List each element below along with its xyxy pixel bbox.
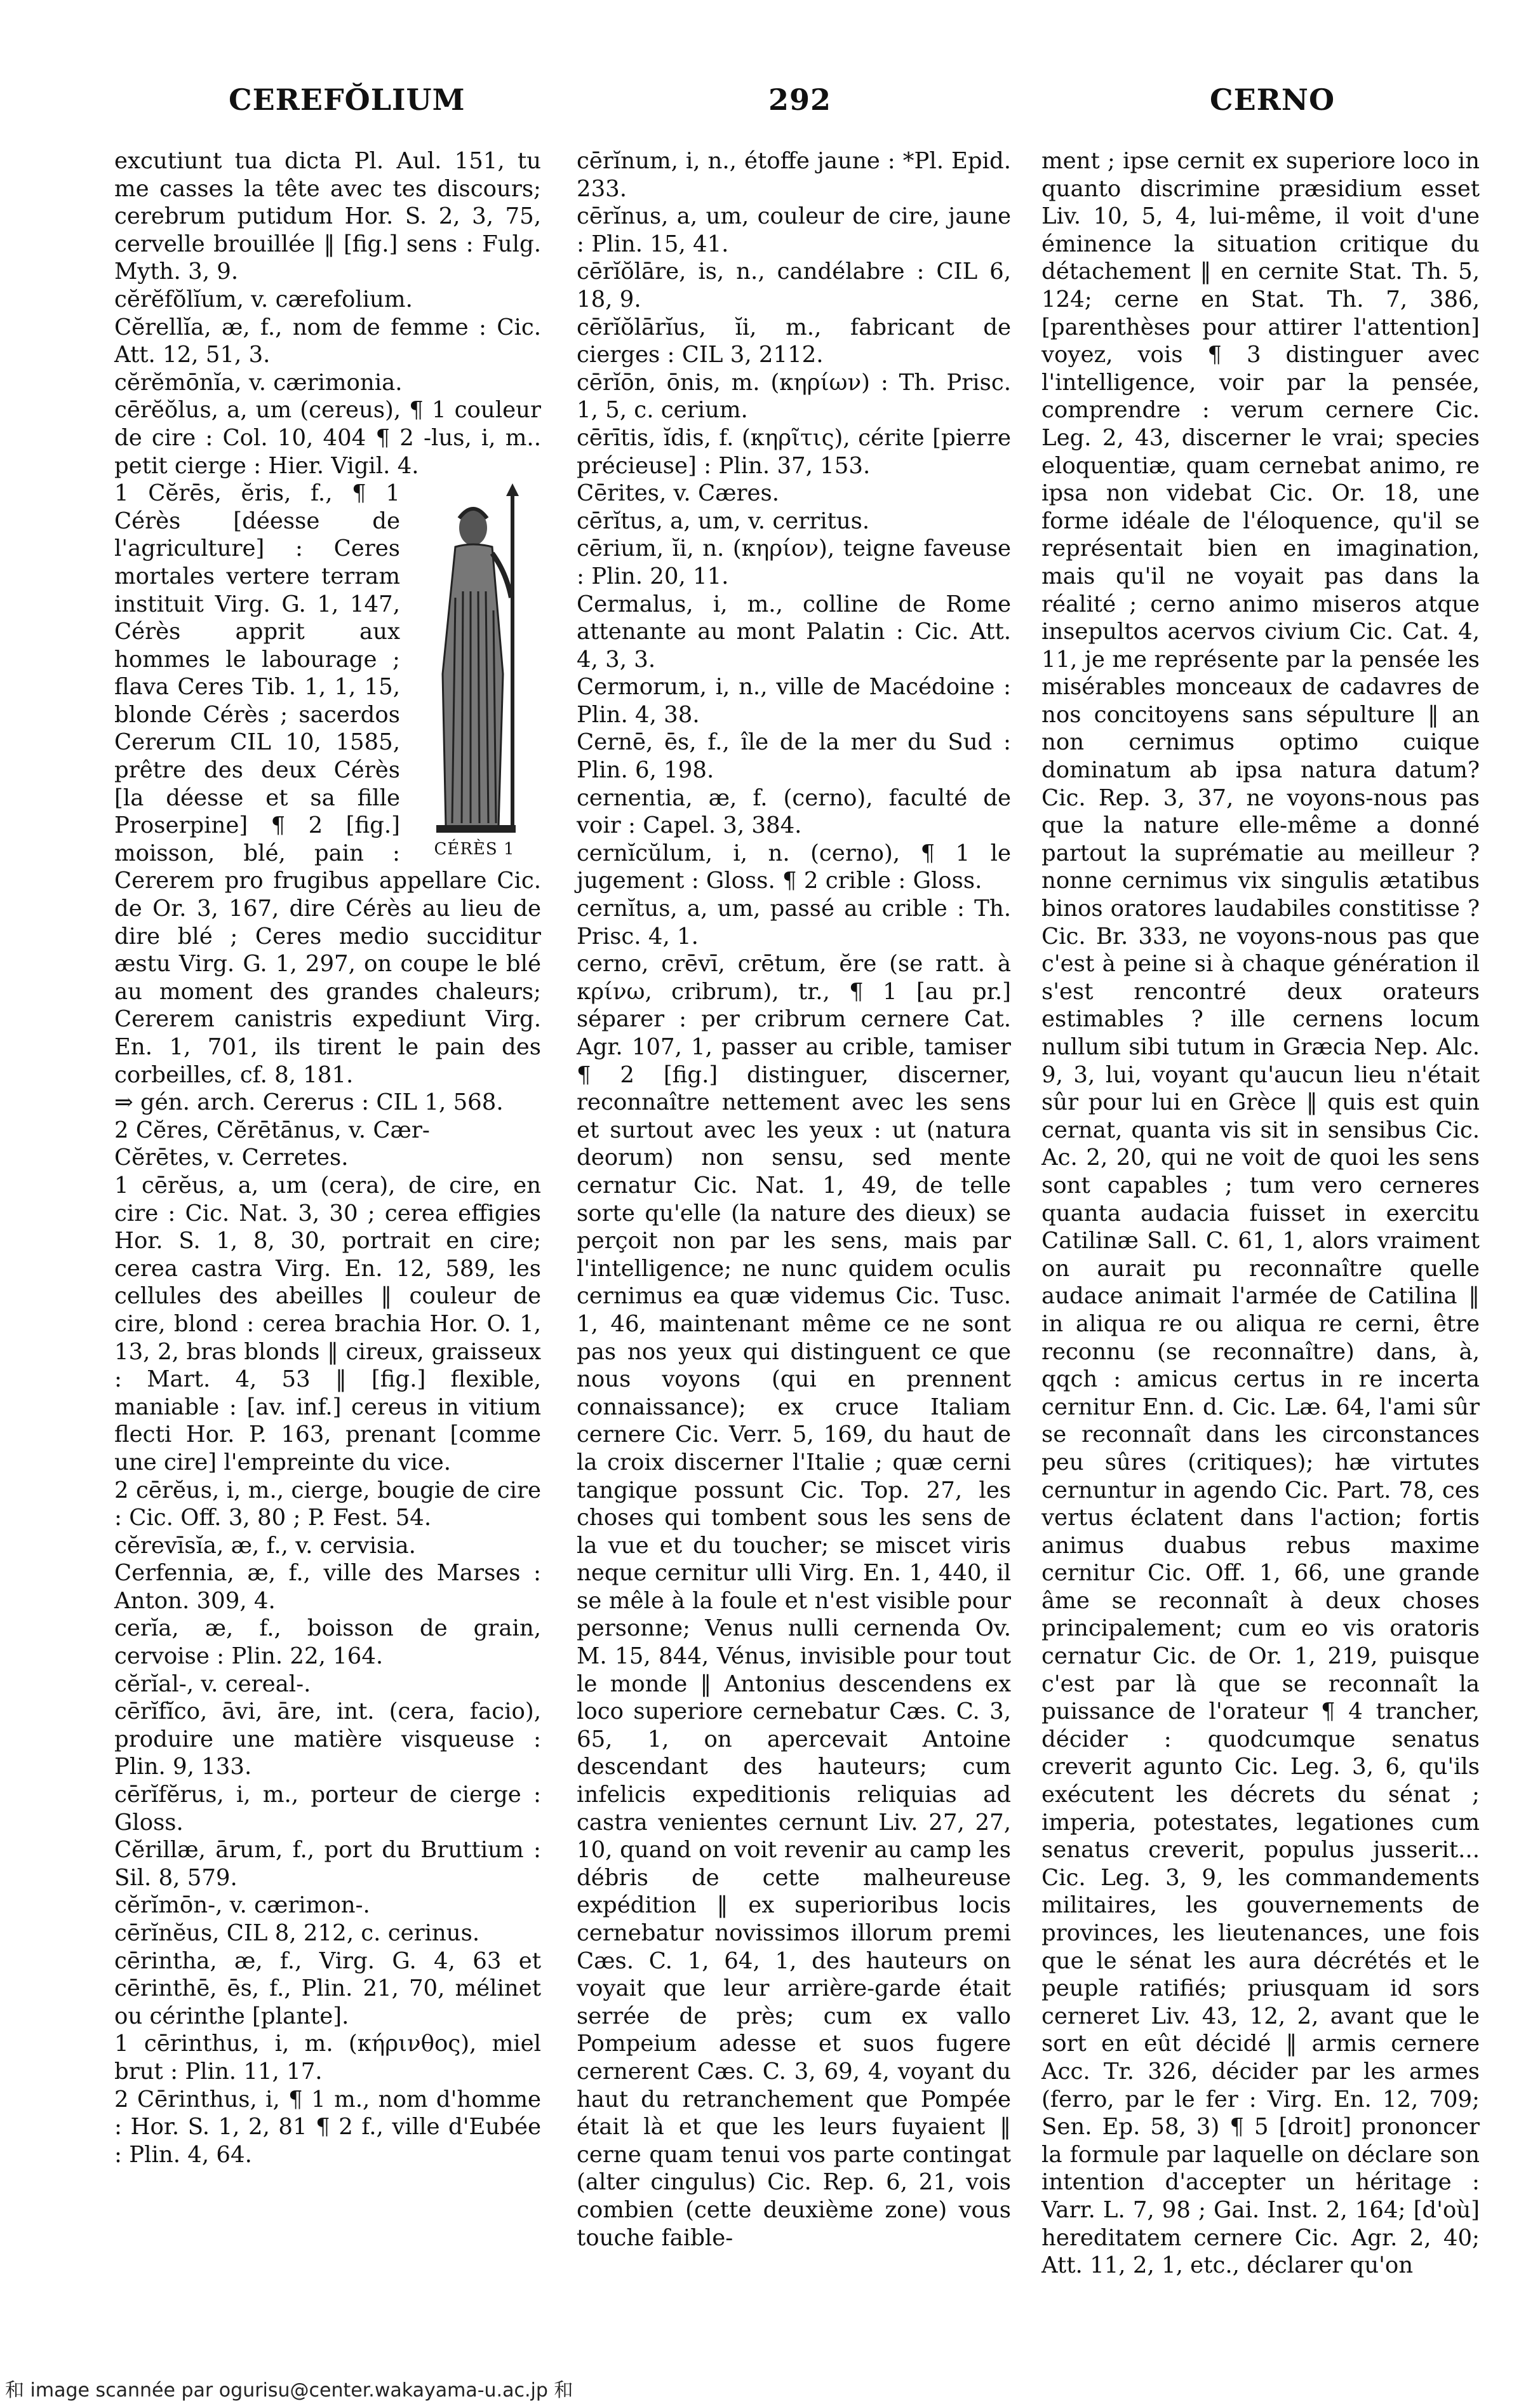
entry: Cermalus, i, m., colline de Rome attenante au mont Palatin : Cic. Att. 4, 3, 3. [577, 591, 1011, 673]
column-3 [1041, 147, 1480, 2280]
entry: cērĭnĕus, CIL 8, 212, c. cerinus. [114, 1920, 480, 1946]
column-1 [114, 147, 541, 2168]
entry: 2 Cērinthus, i, ¶ 1 m., nom d'homme : Hor. S. 1, 2, 81 ¶ 2 f., ville d'Eubée : Plin. 4, 64. [114, 2086, 541, 2168]
image-caption: CÉRÈS 1 [434, 840, 515, 859]
entry: cērĭfĭco, āvi, āre, int. (cera, facio), produire une matière visqueuse : Plin. 9, 133. [114, 1698, 541, 1780]
header-right-word: CERNO [1210, 83, 1336, 117]
ceres-figure-icon [417, 483, 532, 836]
page-number: 292 [768, 83, 832, 117]
entry: cĕrĕmōnĭa, v. cærimonia. [114, 369, 403, 396]
entry: 2 Cĕres, Cĕrētānus, v. Cær- [114, 1117, 430, 1143]
column-2 [577, 147, 1011, 2252]
entry: Cĕrellĭa, æ, f., nom de femme : Cic. Att. 12, 51, 3. [114, 314, 541, 368]
entry: Cĕrillæ, ārum, f., port du Bruttium : Sil. 8, 579. [114, 1837, 541, 1891]
entry: cērĭnus, a, um, couleur de cire, jaune : Plin. 15, 41. [577, 203, 1011, 257]
entry: cērītis, ĭdis, f. (κηρῖτις), cérite [pierre précieuse] : Plin. 37, 153. [577, 424, 1011, 479]
entry: cernĭcŭlum, i, n. (cerno), ¶ 1 le jugement : Gloss. ¶ 2 crible : Gloss. [577, 840, 1011, 894]
entry: 2 cērĕus, i, m., cierge, bougie de cire : Cic. Off. 3, 80 ; P. Fest. 54. [114, 1477, 541, 1531]
entry: cerno, crēvī, crētum, ĕre (se ratt. à κρίνω, cribrum), tr., ¶ 1 [au pr.] séparer : per cribrum cernere Cat. Agr. 107, 1, passer au crible, tamiser ¶ 2 [fig.] distinguer, discerner, reconnaître nettement avec les sens et surtout avec les yeux : ut (natura deorum) non sensu, sed mente cernatur Cic. Nat. 1, 49, de telle sorte qu'elle (la nature des dieux) se perçoit non par les sens, mais par l'intelligence; ne nunc quidem oculis cernimus ea quæ videmus Cic. Tusc. 1, 46, maintenant même ce ne sont pas nos yeux qui distinguent ce que nous voyons (qui en prennent connaissance); ex cruce Italiam cernere Cic. Verr. 5, 169, du haut de la croix discerner l'Italie ; quæ cerni tangique possunt Cic. Top. 27, les choses qui tombent sous les sens de la vue et du toucher; se miscet viris neque cernitur ulli Virg. En. 1, 440, il se mêle à la foule et n'est visible pour personne; Venus nulli cernenda Ov. M. 15, 844, Vénus, invisible pour tout le monde ‖ Antonius descendens ex loco superiore cernebatur Cæs. C. 3, 65, 1, on apercevait Antoine descendant des hauteurs; cum infelicis expeditionis reliquias ad castra venientes cernunt Liv. 27, 27, 10, quand on voit revenir au camp les débris de cette malheureuse expédition ‖ ex superioribus locis cernebatur novissimos illorum premi Cæs. C. 1, 64, 1, des hauteurs on voyait que leur arrière-garde était serrée de près; cum ex vallo Pompeium adesse et suos fugere cernerent Cæs. C. 3, 69, 4, voyant du haut du retranchement que Pompée était là et que les leurs fuyaient ‖ cerne quam tenui vos parte contingat (alter cingulus) Cic. Rep. 6, 21, vois combien (cette deuxième zone) vous touche faible- [577, 951, 1011, 2251]
entry: cērintha, æ, f., Virg. G. 4, 63 et cērinthē, ēs, f., Plin. 21, 70, mélinet ou cérinthe [plante]. [114, 1947, 541, 2029]
entry: cĕrĭmōn-, v. cærimon-. [114, 1892, 370, 1919]
entry: 1 Cĕrēs, ĕris, f., ¶ 1 Cérès [déesse de l'agriculture] : Ceres mortales vertere terram instituit Virg. G. 1, 147, Cérès apprit aux hommes le labourage ; flava Ceres Tib. 1, 1, 15, blonde Cérès ; sacerdos Cererum CIL 10, 1585, prêtre des deux Cérès [la déesse et sa fille Proserpine] ¶ 2 [fig.] moisson, blé, pain : Cererem pro frugibus appellare Cic. de Or. 3, 167, dire Cérès au lieu de dire blé ; Ceres medio succiditur æstu Virg. G. 1, 297, on coupe le blé au moment des grandes chaleurs; Cererem canistris expediunt Virg. En. 1, 701, ils tirent le pain des corbeilles, cf. 8, 181. [114, 480, 541, 1088]
entry: cērĭŏlārĭus, ĭi, m., fabricant de cierges : CIL 3, 2112. [577, 314, 1011, 368]
entry: cērĭnum, i, n., étoffe jaune : *Pl. Epid. 233. [577, 148, 1011, 202]
entry: cērĭōn, ōnis, m. (κηρίων) : Th. Prisc. 1, 5, c. cerium. [577, 369, 1011, 424]
entry: cernentia, æ, f. (cerno), faculté de voir : Capel. 3, 384. [577, 784, 1011, 839]
entry: Cērites, v. Cæres. [577, 480, 779, 507]
entry: cernĭtus, a, um, passé au crible : Th. Prisc. 4, 1. [577, 896, 1011, 950]
page-header [0, 83, 1540, 127]
ceres-illustration [408, 483, 541, 864]
entry: Cernē, ēs, f., île de la mer du Sud : Plin. 6, 198. [577, 729, 1011, 784]
entry: cĕrĕfŏlĭum, v. cærefolium. [114, 286, 413, 313]
entry: ⇒ gén. arch. Cererus : CIL 1, 568. [114, 1089, 504, 1116]
entry: ment ; ipse cernit ex superiore loco in quanto discrimine præsidium esset Liv. 10, 5, 4, lui-même, il voit d'une éminence la situation critique du détachement ‖ en cernite Stat. Th. 5, 124; cerne en Stat. Th. 7, 386, [parenthèses pour attirer l'attention] voyez, vois ¶ 3 distinguer avec l'intelligence, voir par la pensée, comprendre : verum cernere Cic. Leg. 2, 43, discerner le vrai; species eloquentiæ, quam cernebat animo, re ipsa non videbat Cic. Or. 18, une forme idéale de l'éloquence, qu'il se représentait bien en imagination, mais qu'il ne voyait pas dans la réalité ; cerno animo miseros atque insepultos acervos civium Cic. Cat. 4, 11, je me représente par la pensée les misérables monceaux de cadavres de nos concitoyens sans sépulture ‖ an non cernimus optimo cuique dominatum ab ipsa natura datum? Cic. Rep. 3, 37, ne voyons-nous pas que la nature elle-même a donné partout la suprématie au meilleur ? nonne cernimus vix singulis ætatibus binos oratores laudabiles constitisse ? Cic. Br. 333, ne voyons-nous pas que c'est à peine si à chaque génération il s'est rencontré deux orateurs estimables ? ille cernens locum nullum sibi tutum in Græcia Nep. Alc. 9, 3, lui, voyant qu'aucun lieu n'était sûr pour lui en Grèce ‖ quis est quin cernat, quanta vis sit in sensibus Cic. Ac. 2, 20, qui ne voit de quoi les sens sont capables ; tum vero cerneres quanta audacia fuisset in exercitu Catilinæ Sall. C. 61, 1, alors vraiment on aurait pu reconnaître quelle audace animait l'armée de Catilina ‖ in aliqua re ou aliqua re cerni, être reconnu (se reconnaître) dans, à, qqch : amicus certus in re incerta cernitur Enn. d. Cic. Læ. 64, l'ami sûr se reconnaît dans les circonstances peu sûres (critiques); hæ virtutes cernuntur in agendo Cic. Part. 78, ces vertus éclatent dans l'action; fortis animus duabus rebus maxime cernitur Cic. Off. 1, 66, une grande âme se reconnaît à deux choses principalement; cum eo vis oratoris cernatur Cic. de Or. 1, 219, puisque c'est par là que se reconnaît la puissance de l'orateur ¶ 4 trancher, décider : quodcumque senatus creverit agunto Cic. Leg. 3, 6, qu'ils exécutent les décrets du sénat ; imperia, potestates, legationes cum senatus creverit, populus jusserit... Cic. Leg. 3, 9, les commandements militaires, les gouvernements de provinces, les lieutenances, une fois que le sénat les aura décrétés et le peuple ratifiés; priusquam id sors cerneret Liv. 43, 12, 2, avant que le sort en eût décidé ‖ armis cernere Acc. Tr. 326, décider par les armes (ferro, par le fer : Virg. En. 12, 709; Sen. Ep. 58, 3) ¶ 5 [droit] prononcer la formule par laquelle on déclare son intention d'accepter un héritage : Varr. L. 7, 98 ; Gai. Inst. 2, 164; [d'où] hereditatem cernere Cic. Agr. 2, 40; Att. 11, 2, 1, etc., déclarer qu'on [1041, 148, 1480, 2279]
entry: Cerfennia, æ, f., ville des Marses : Anton. 309, 4. [114, 1560, 541, 1614]
entry: cĕrĭal-, v. cereal-. [114, 1670, 311, 1697]
entry: cerĭa, æ, f., boisson de grain, cervoise : Plin. 22, 164. [114, 1615, 541, 1670]
entry: cērium, ĭi, n. (κηρίον), teigne faveuse : Plin. 20, 11. [577, 535, 1011, 589]
entry: cērĭfĕrus, i, m., porteur de cierge : Gloss. [114, 1782, 541, 1836]
scan-credit: 和 image scannée par ogurisu@center.wakayama-u.ac.jp 和 [5, 2379, 573, 2402]
entry: Cĕrētes, v. Cerretes. [114, 1145, 349, 1171]
entry: 1 cērĕus, a, um (cera), de cire, en cire : Cic. Nat. 3, 30 ; cerea effigies Hor. S. 1, 8, 30, portrait en cire; cerea castra Virg. En. 12, 589, les cellules des abeilles ‖ couleur de cire, blond : cerea brachia Hor. O. 1, 13, 2, bras blonds ‖ cireux, graisseux : Mart. 4, 53 ‖ [fig.] flexible, maniable : [av. inf.] cereus in vitium flecti Hor. P. 163, prenant [comme une cire] l'empreinte du vice. [114, 1172, 541, 1475]
entry: excutiunt tua dicta Pl. Aul. 151, tu me casses la tête avec tes discours; cerebrum putidum Hor. S. 2, 3, 75, cervelle brouillée ‖ [fig.] sens : Fulg. Myth. 3, 9. [114, 148, 541, 285]
header-left-word: CEREFŎLIUM [229, 83, 465, 117]
entry: cĕrevīsĭa, æ, f., v. cervisia. [114, 1532, 416, 1559]
entry: cērĭŏlāre, is, n., candélabre : CIL 6, 18, 9. [577, 259, 1011, 313]
entry: Cermorum, i, n., ville de Macédoine : Plin. 4, 38. [577, 674, 1011, 728]
entry: 1 cērinthus, i, m. (κήρινθος), miel brut : Plin. 11, 17. [114, 2031, 541, 2085]
entry: cērĕŏlus, a, um (cereus), ¶ 1 couleur de cire : Col. 10, 404 ¶ 2 -lus, i, m.. petit cierge : Hier. Vigil. 4. [114, 397, 541, 479]
entry: cērĭtus, a, um, v. cerritus. [577, 507, 870, 534]
